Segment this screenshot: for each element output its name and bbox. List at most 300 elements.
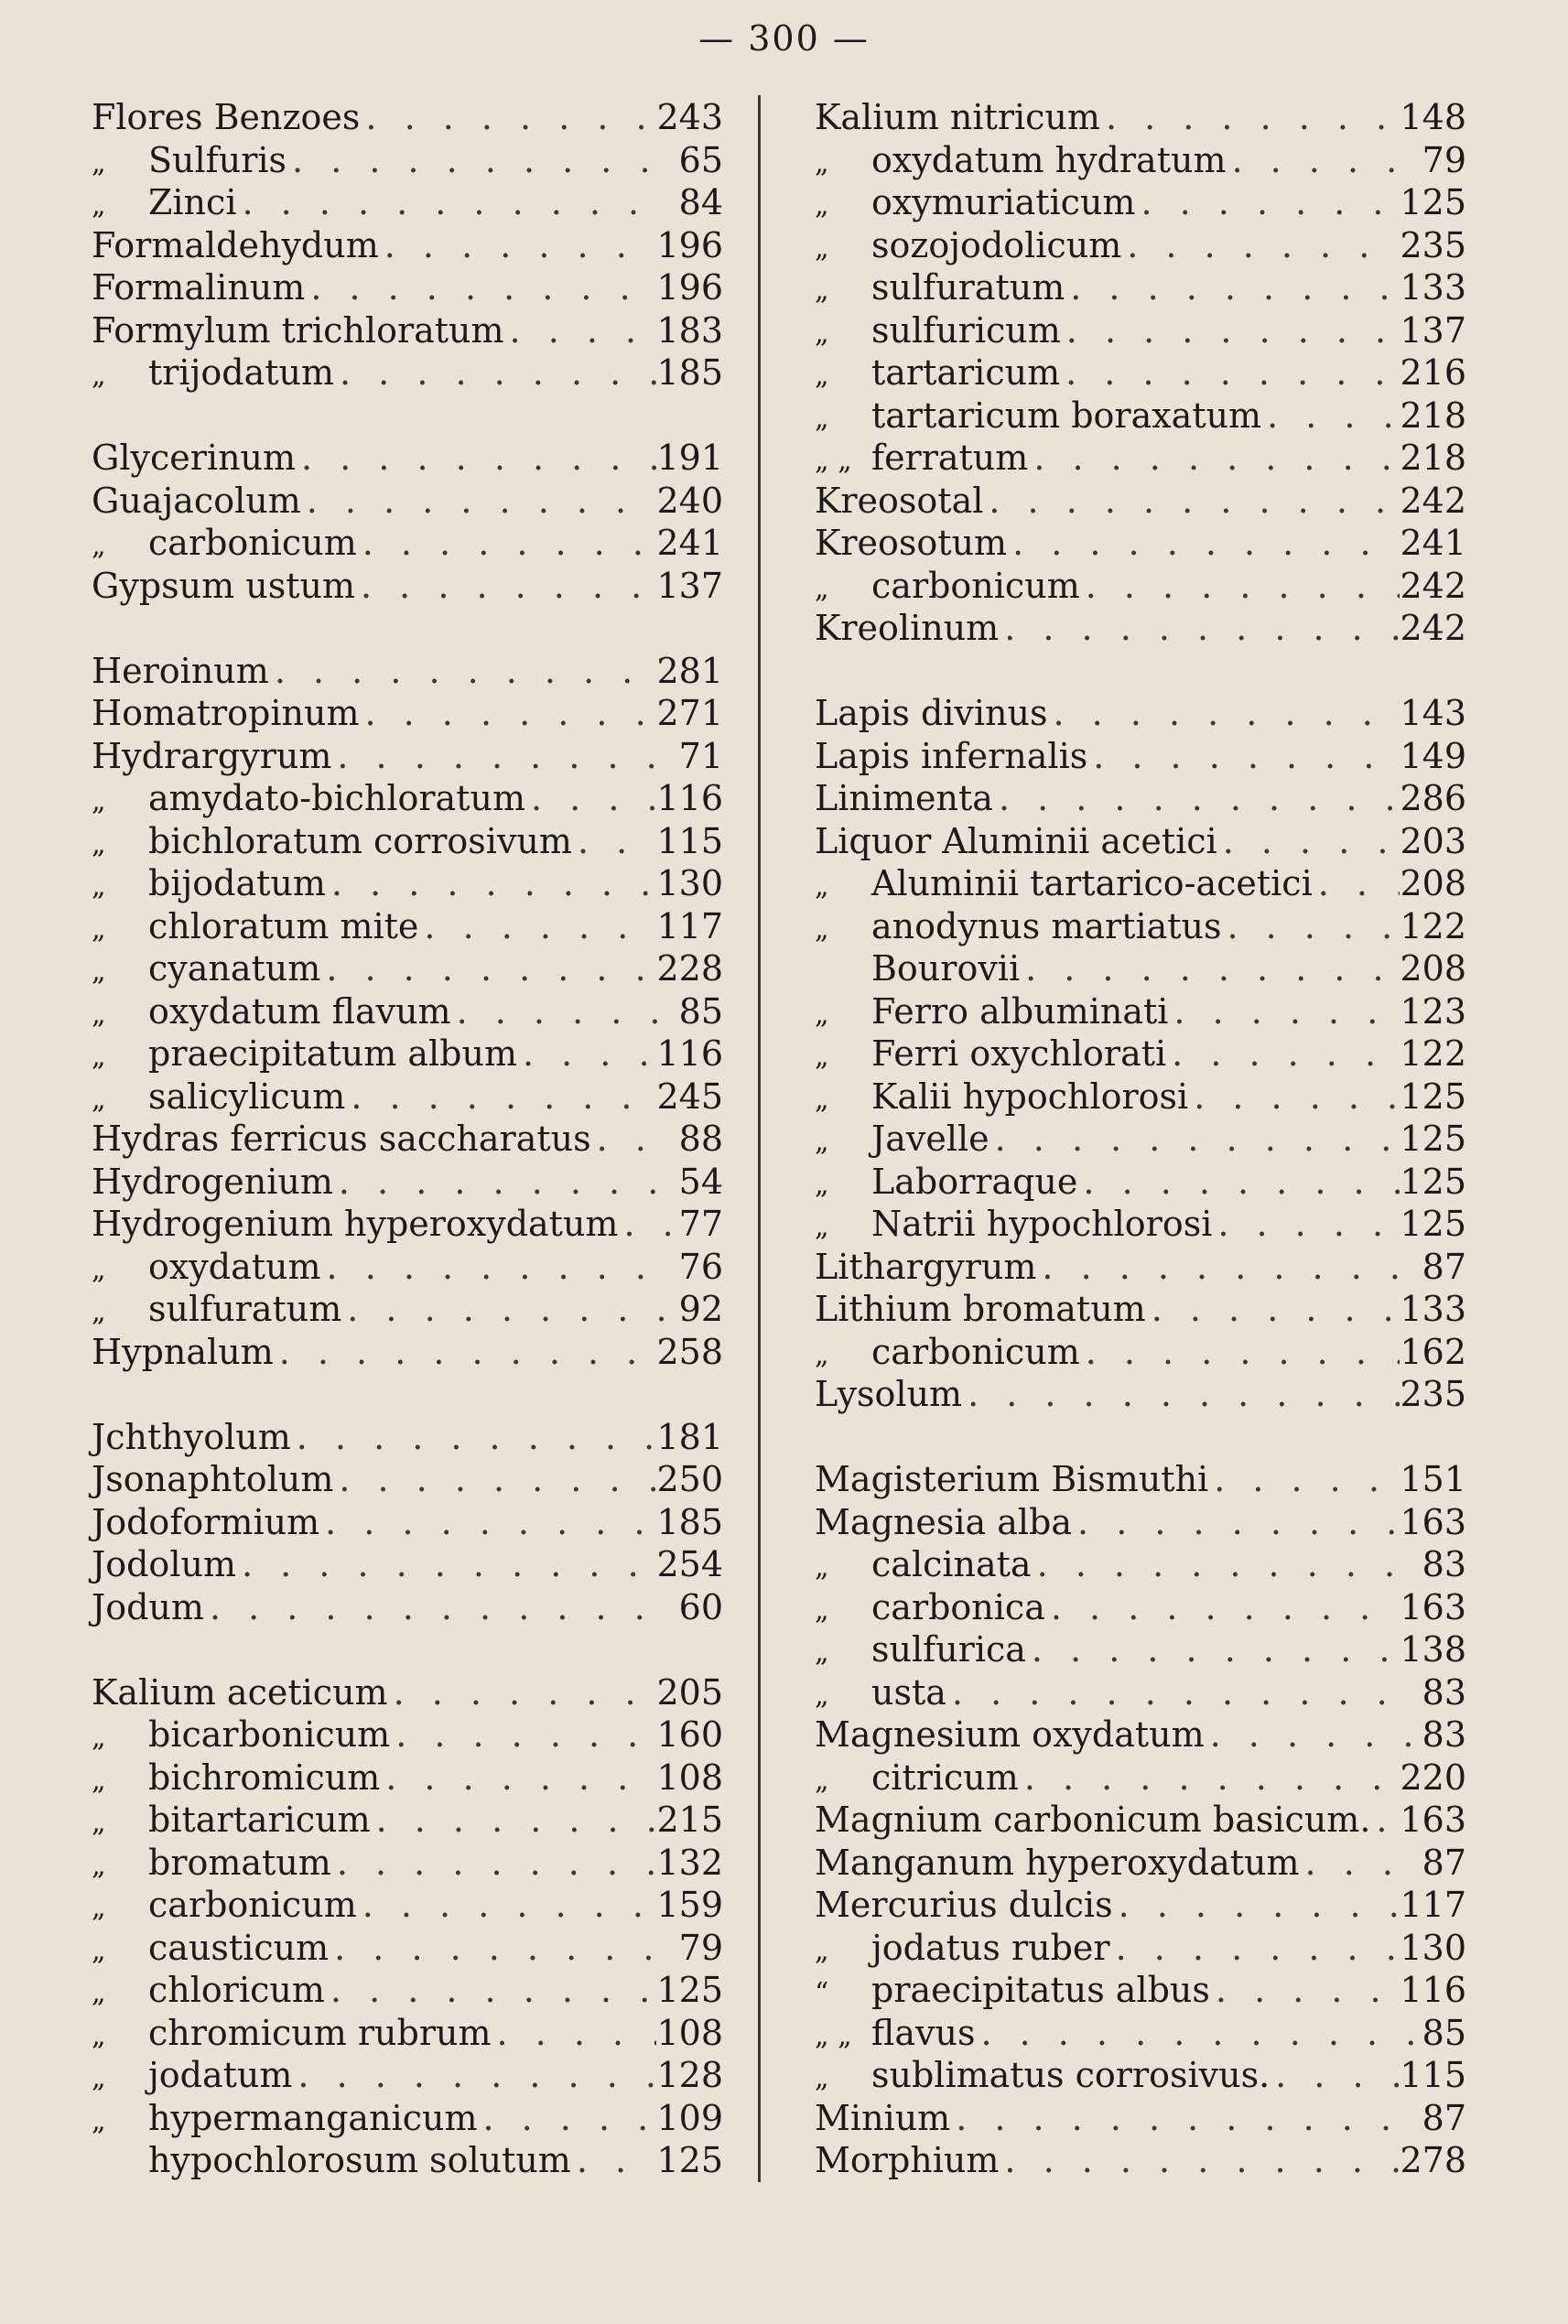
index-entry: [92, 1032, 723, 1076]
index-entry: [92, 862, 723, 905]
entry-term: Ferro albuminati: [871, 990, 1169, 1032]
dot-leader: [357, 1884, 657, 1927]
entry-term: Formalinum: [92, 267, 306, 308]
ditto-mark: „: [92, 2062, 106, 2094]
entry-indent: [92, 905, 148, 952]
entry-term: trijodatum: [148, 352, 335, 393]
index-entry: [815, 224, 1466, 267]
entry-indent: [92, 1288, 148, 1335]
entry-term: oxydatum hydratum: [871, 139, 1227, 180]
index-entry: [815, 1161, 1466, 1204]
index-entry: [92, 1671, 723, 1714]
page-number: — 300 —: [698, 18, 870, 59]
entry-indent: [92, 1246, 148, 1292]
entry-term: Bourovii: [871, 948, 1021, 989]
entry-page-number: 208: [1400, 948, 1466, 989]
dot-leader: [1261, 395, 1400, 438]
entry-page-number: 125: [1400, 182, 1466, 222]
entry-page-number: 216: [1400, 352, 1466, 393]
dot-leader: [371, 1799, 657, 1842]
ditto-mark: „: [815, 1934, 829, 1967]
dot-leader: [331, 1842, 657, 1885]
ditto-mark: „: [92, 1934, 106, 1967]
dot-leader: [360, 96, 656, 139]
ditto-mark: „: [815, 572, 829, 605]
dot-leader: [1087, 735, 1400, 778]
entry-term: bicarbonicum: [148, 1714, 391, 1755]
dot-leader: [1048, 692, 1400, 735]
dot-leader: [618, 1203, 670, 1246]
entry-indent: [815, 2012, 871, 2059]
entry-page-number: 218: [1400, 438, 1466, 478]
entry-page-number: 205: [656, 1671, 723, 1713]
dot-leader: [1222, 905, 1400, 948]
index-entry: [815, 1373, 1466, 1416]
index-entry: [92, 1161, 723, 1204]
dot-leader: [962, 1373, 1400, 1416]
dot-leader: [492, 2012, 657, 2055]
entry-term: bijodatum: [148, 863, 326, 903]
entry-indent: [815, 1331, 871, 1378]
dot-leader: [1110, 1927, 1400, 1970]
entry-term: Lapis infernalis: [815, 735, 1088, 776]
ditto-mark: „: [815, 1041, 829, 1073]
index-entry: [92, 224, 723, 267]
index-entry: [815, 862, 1466, 905]
index-entry: [815, 947, 1466, 990]
entry-page-number: 125: [1400, 1119, 1466, 1159]
entry-term: Guajacolum: [92, 480, 301, 521]
entry-indent: [815, 1076, 871, 1122]
index-entry: [92, 820, 723, 863]
entry-indent: [815, 1161, 871, 1207]
index-entry: [815, 1288, 1466, 1331]
ditto-mark: „: [92, 1296, 106, 1328]
entry-term: Magnesium oxydatum: [815, 1714, 1205, 1755]
ditto-mark: „: [92, 827, 106, 860]
entry-indent: [92, 2012, 148, 2059]
dot-leader: [1212, 1203, 1400, 1246]
dot-leader: [380, 1757, 656, 1800]
dot-leader: [1077, 1161, 1400, 1204]
index-entry: [92, 1586, 723, 1629]
ditto-mark: „: [92, 146, 106, 179]
entry-term: Jchthyolum: [92, 1416, 291, 1457]
entry-indent: [92, 1076, 148, 1122]
entry-page-number: 286: [1400, 778, 1466, 818]
dot-leader: [1217, 820, 1400, 863]
entry-page-number: 133: [1400, 267, 1466, 308]
dot-leader: [287, 139, 670, 182]
entry-term: Flores Benzoes: [92, 97, 361, 137]
dot-leader: [274, 1331, 657, 1374]
entry-page-number: 125: [1400, 1204, 1466, 1244]
entry-term: Jsonaphtolum: [92, 1459, 334, 1499]
dot-leader: [301, 480, 657, 523]
entry-term: Kalium nitricum: [815, 97, 1100, 137]
entry-indent: [815, 1118, 871, 1164]
ditto-mark: „: [815, 1338, 829, 1371]
entry-term: chromicum rubrum: [148, 2012, 492, 2053]
index-entry: [815, 2139, 1466, 2182]
index-entry: [815, 395, 1466, 438]
ditto-mark: „: [815, 913, 829, 946]
entry-indent: [815, 1032, 871, 1079]
entry-indent: [92, 947, 148, 994]
index-column-left: [92, 96, 723, 2182]
entry-page-number: 271: [656, 693, 723, 733]
index-entry: [92, 1799, 723, 1842]
entry-page-number: 125: [656, 1970, 723, 2010]
entry-term: Kreosotum: [815, 523, 1008, 563]
entry-term: Jodum: [92, 1586, 204, 1627]
dot-leader: [1007, 522, 1400, 565]
dot-leader: [359, 692, 656, 735]
entry-page-number: 242: [1400, 565, 1466, 606]
entry-indent: [815, 437, 871, 483]
entry-term: Hydras ferricus saccharatus: [92, 1119, 591, 1159]
entry-term: amydato-bichloratum: [148, 778, 525, 818]
entry-page-number: 88: [678, 1119, 723, 1159]
entry-indent: [92, 1969, 148, 2016]
index-entry: [815, 1458, 1466, 1501]
entry-term: chloricum: [148, 1970, 325, 2010]
entry-page-number: 87: [1422, 2097, 1466, 2138]
ditto-mark: „: [92, 189, 106, 222]
entry-indent: [815, 1927, 871, 1973]
entry-page-number: 240: [656, 480, 723, 521]
entry-term: cyanatum: [148, 948, 321, 989]
index-entry: [815, 820, 1466, 863]
index-entry: [815, 1757, 1466, 1800]
ditto-mark: „: [92, 1849, 106, 1882]
dot-leader: [572, 820, 657, 863]
dot-leader: [388, 1671, 657, 1714]
index-entry: [815, 2054, 1466, 2097]
dot-leader: [1146, 1288, 1400, 1331]
entry-indent: [815, 1203, 871, 1249]
ditto-mark: „: [92, 1253, 106, 1286]
index-entry: [815, 777, 1466, 820]
entry-indent: [92, 862, 148, 909]
entry-term: bitartaricum: [148, 1800, 371, 1840]
entry-term: Aluminii tartarico-acetici: [871, 863, 1313, 903]
dot-leader: [1168, 990, 1400, 1033]
dot-leader: [999, 2139, 1400, 2182]
index-entry: [92, 2139, 723, 2182]
entry-indent: [92, 181, 148, 228]
index-entry: [815, 607, 1466, 650]
entry-page-number: 143: [1400, 693, 1466, 733]
entry-page-number: 79: [678, 1927, 723, 1968]
entry-term: Jodoformium: [92, 1501, 320, 1542]
entry-page-number: 116: [1400, 1970, 1466, 2010]
dot-leader: [204, 1586, 670, 1629]
dot-leader: [989, 1118, 1400, 1161]
entry-indent: [92, 820, 148, 867]
entry-page-number: 208: [1400, 863, 1466, 903]
entry-indent: [815, 1757, 871, 1803]
index-column-right: [815, 96, 1466, 2182]
dot-leader: [345, 1076, 656, 1119]
ditto-mark: „: [815, 146, 829, 179]
entry-indent: [815, 395, 871, 441]
ditto-mark: „: [815, 1211, 829, 1243]
entry-term: oxydatum: [148, 1246, 321, 1287]
entry-page-number: 241: [656, 523, 723, 563]
ditto-mark: „: [815, 1126, 829, 1158]
dot-leader: [269, 650, 657, 693]
entry-page-number: 137: [1400, 309, 1466, 351]
entry-term: carbonica: [871, 1586, 1045, 1627]
index-entry: [815, 2012, 1466, 2055]
dot-leader: [1270, 2054, 1400, 2097]
dot-leader: [334, 351, 656, 395]
entry-indent: [815, 565, 871, 611]
index-entry: [92, 437, 723, 480]
dot-leader: [1300, 1842, 1413, 1885]
dot-leader: [379, 224, 657, 267]
entry-term: causticum: [148, 1927, 330, 1968]
index-entry: [92, 777, 723, 820]
dot-leader: [236, 1543, 656, 1586]
index-entry: [815, 1969, 1466, 2012]
entry-page-number: 160: [656, 1714, 723, 1755]
entry-term: sulfurica: [871, 1629, 1026, 1670]
entry-page-number: 250: [656, 1459, 723, 1499]
index-entry: [815, 1203, 1466, 1246]
index-entry: [92, 1757, 723, 1800]
ditto-mark: „: [815, 1637, 829, 1669]
dot-leader: [1100, 96, 1400, 139]
dot-leader: [1080, 565, 1400, 608]
index-entry: [815, 1884, 1466, 1927]
entry-page-number: 122: [1400, 905, 1466, 946]
ditto-mark: „: [92, 1892, 106, 1924]
ditto-mark: „: [92, 1083, 106, 1116]
index-entry: [92, 1246, 723, 1289]
dot-leader: [975, 2012, 1413, 2055]
index-entry: [92, 2054, 723, 2097]
dot-leader: [325, 1969, 657, 2012]
index-entry: [92, 309, 723, 352]
entry-term: praecipitatum album: [148, 1033, 517, 1074]
index-entry: [92, 480, 723, 523]
entry-page-number: 60: [678, 1586, 723, 1627]
index-entry: [815, 1586, 1466, 1629]
entry-term: bromatum: [148, 1842, 331, 1883]
dot-leader: [1210, 1969, 1400, 2012]
index-entry: [815, 1713, 1466, 1757]
index-entry: [815, 1927, 1466, 1970]
entry-term: Hydrogenium: [92, 1161, 333, 1202]
ditto-mark: „: [815, 232, 829, 265]
entry-page-number: 77: [678, 1204, 723, 1244]
entry-term: sulfuratum: [871, 267, 1065, 308]
ditto-mark: „: [92, 2104, 106, 2137]
index-entry: [92, 650, 723, 693]
entry-page-number: 149: [1400, 735, 1466, 776]
entry-term: Laborraque: [871, 1161, 1078, 1202]
index-entry: [815, 1671, 1466, 1714]
ditto-mark: „: [92, 956, 106, 988]
dot-leader: [1045, 1586, 1400, 1629]
entry-page-number: 87: [1422, 1842, 1466, 1883]
dot-leader: [333, 1161, 670, 1204]
entry-term: ferratum: [871, 438, 1029, 478]
dot-leader: [1121, 224, 1400, 267]
dot-leader: [1020, 947, 1400, 990]
index-entry: [815, 1543, 1466, 1586]
dot-leader: [946, 1671, 1413, 1714]
entry-term: Ferri oxychlorati: [871, 1033, 1167, 1074]
entry-page-number: 148: [1400, 97, 1466, 137]
entry-term: Kalii hypochlorosi: [871, 1076, 1189, 1117]
dot-leader: [993, 777, 1400, 820]
index-entry: [92, 1543, 723, 1586]
ditto-mark: „: [815, 402, 829, 435]
entry-indent: [92, 351, 148, 398]
entry-term: Kreolinum: [815, 608, 1000, 648]
ditto-mark: „: [815, 317, 829, 350]
entry-term: Kalium aceticum: [92, 1671, 388, 1713]
dot-leader: [504, 309, 657, 352]
entry-page-number: 133: [1400, 1289, 1466, 1329]
entry-term: citricum: [871, 1757, 1019, 1798]
entry-page-number: 125: [1400, 1161, 1466, 1202]
dot-leader: [1205, 1713, 1413, 1757]
entry-page-number: 132: [656, 1842, 723, 1883]
dot-leader: [319, 1501, 656, 1544]
entry-term: sulfuricum: [871, 309, 1061, 351]
dot-leader: [1313, 862, 1400, 905]
ditto-mark: „: [815, 1168, 829, 1201]
entry-page-number: 242: [1400, 480, 1466, 521]
index-entry: [92, 2097, 723, 2140]
entry-term: anodynus martiatus: [871, 905, 1222, 946]
dot-leader: [1113, 1884, 1400, 1927]
ditto-mark: „: [92, 1764, 106, 1797]
index-entry: [815, 565, 1466, 608]
dot-leader: [517, 1032, 656, 1076]
ditto-mark: „: [815, 998, 829, 1031]
ditto-mark: „: [815, 1594, 829, 1627]
entry-term: sozojodolicum: [871, 224, 1122, 265]
dot-leader: [326, 862, 657, 905]
index-entry: [92, 351, 723, 395]
entry-indent: [815, 1969, 871, 2016]
index-entry: [815, 1246, 1466, 1289]
index-entry: [92, 1458, 723, 1501]
ditto-mark: „: [815, 189, 829, 222]
ditto-mark: „: [92, 1722, 106, 1754]
dot-leader: [320, 947, 656, 990]
dot-leader: [296, 437, 656, 480]
dot-leader: [418, 905, 656, 948]
entry-indent: [815, 266, 871, 313]
index-entry: [815, 351, 1466, 395]
ditto-mark: „: [92, 2019, 106, 2052]
entry-term: carbonicum: [871, 1331, 1080, 1372]
entry-page-number: 128: [656, 2055, 723, 2095]
index-entry: [92, 139, 723, 182]
entry-indent: [92, 1842, 148, 1888]
index-entry: [815, 1331, 1466, 1374]
ditto-mark: „: [815, 2062, 829, 2094]
ditto-mark: „: [815, 275, 829, 307]
ditto-mark: „ „: [815, 445, 852, 477]
index-entry: [92, 1927, 723, 1970]
index-entry: [92, 266, 723, 309]
entry-term: Morphium: [815, 2140, 1000, 2180]
dot-leader: [292, 2054, 656, 2097]
index-entry: [92, 1288, 723, 1331]
entry-page-number: 258: [656, 1331, 723, 1372]
entry-page-number: 109: [656, 2097, 723, 2138]
index-entry: [815, 1628, 1466, 1671]
entry-page-number: 79: [1422, 139, 1466, 180]
entry-term: Sulfuris: [148, 139, 287, 180]
entry-term: Hydrargyrum: [92, 735, 332, 776]
entry-term: Lithium bromatum: [815, 1289, 1146, 1329]
index-entry: [92, 2012, 723, 2055]
index-entry: [815, 1501, 1466, 1544]
entry-term: Jodolum: [92, 1544, 236, 1584]
dot-leader: [1060, 351, 1400, 395]
entry-term: oxymuriaticum: [871, 182, 1136, 222]
index-entry: [92, 96, 723, 139]
entry-page-number: 130: [656, 863, 723, 903]
dot-leader: [329, 1927, 670, 1970]
entry-indent: [92, 1757, 148, 1803]
index-entry: [92, 947, 723, 990]
dot-leader: [571, 2139, 657, 2182]
ditto-mark: „: [92, 1807, 106, 1839]
entry-page-number: 151: [1400, 1459, 1466, 1499]
entry-page-number: 191: [656, 438, 723, 478]
entry-page-number: 203: [1400, 820, 1466, 861]
ditto-mark: „: [92, 1977, 106, 2009]
entry-indent: [92, 522, 148, 568]
entry-page-number: 115: [1400, 2055, 1466, 2095]
entry-page-number: 138: [1400, 1629, 1466, 1670]
index-entry: [815, 990, 1466, 1033]
entry-indent: [92, 1032, 148, 1079]
entry-page-number: 278: [1400, 2140, 1466, 2180]
entry-term: calcinata: [871, 1544, 1032, 1584]
entry-term: Magisterium Bismuthi: [815, 1459, 1209, 1499]
entry-page-number: 117: [656, 905, 723, 946]
index-entry: [92, 692, 723, 735]
entry-page-number: 83: [1422, 1714, 1466, 1755]
index-entry: [92, 1331, 723, 1374]
ditto-mark: „: [815, 1083, 829, 1116]
dot-leader: [1026, 1628, 1400, 1671]
dot-leader: [305, 266, 656, 309]
dot-leader: [236, 181, 670, 224]
entry-indent: [92, 2097, 148, 2144]
entry-indent: [815, 1543, 871, 1590]
entry-term: bichromicum: [148, 1757, 381, 1798]
entry-page-number: 196: [656, 224, 723, 265]
ditto-mark: „: [815, 1551, 829, 1584]
entry-indent: [815, 862, 871, 909]
entry-term: hypermanganicum: [148, 2097, 478, 2138]
entry-term: Hypnalum: [92, 1331, 274, 1372]
entry-page-number: 196: [656, 267, 723, 308]
entry-page-number: 242: [1400, 608, 1466, 648]
entry-page-number: 108: [656, 2012, 723, 2053]
